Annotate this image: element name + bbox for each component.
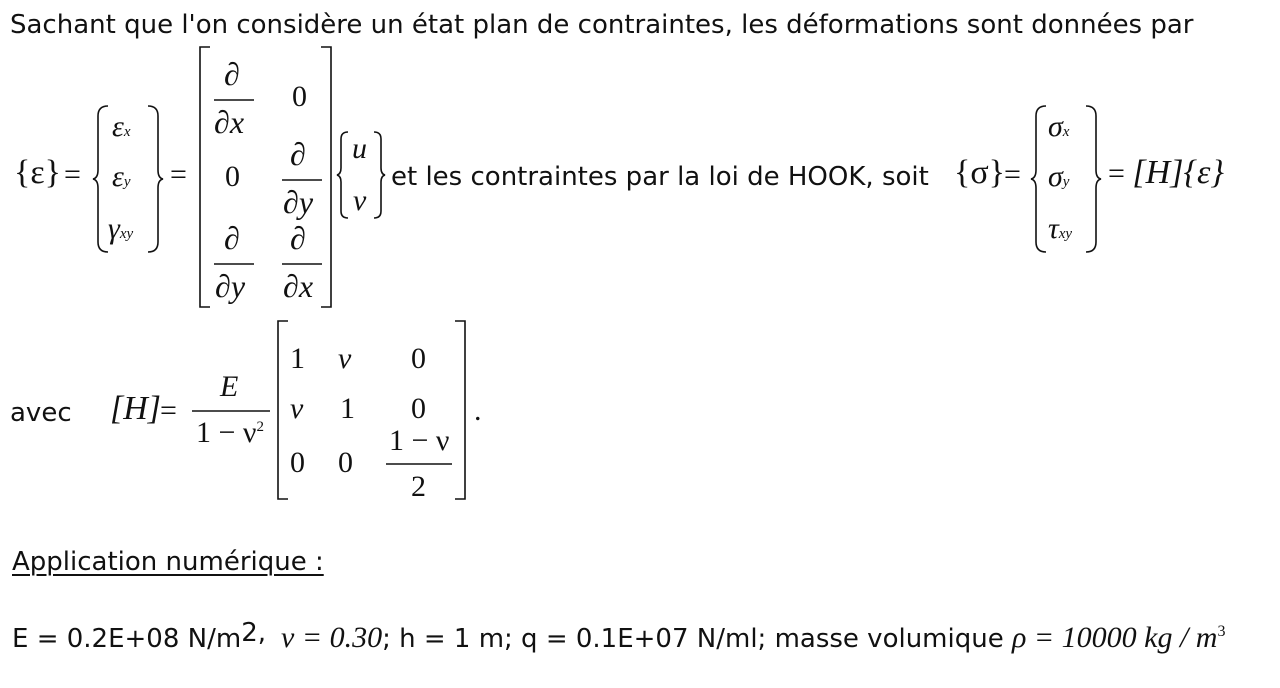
stress-vector-tauxy: τxy: [1048, 212, 1073, 245]
op-r1c1-den: ∂x: [214, 104, 245, 140]
strain-eq-1: =: [64, 158, 81, 191]
hooke-matrix-bracket-left: [276, 320, 290, 500]
app-rest: ; h = 1 m; q = 0.1E+07 N/ml; masse volumique: [382, 624, 1004, 654]
operator-matrix-bracket-right: [320, 46, 334, 308]
hooke-m21: ν: [290, 392, 304, 425]
stress-eq: =: [1004, 158, 1021, 191]
hooke-period: .: [474, 394, 482, 427]
app-nu: ν = 0.30: [281, 621, 383, 654]
disp-brace-right: [372, 130, 386, 220]
hooke-m11: 1: [290, 342, 305, 375]
stress-vector-brace-right: [1084, 104, 1104, 254]
strain-vector-epsx: εx: [112, 110, 131, 143]
hooke-m12: ν: [338, 342, 352, 375]
stress-vector-sigmax: σx: [1048, 110, 1070, 143]
stress-vector-sigmay: σy: [1048, 160, 1070, 193]
strain-lhs: {ε}: [14, 154, 61, 191]
stress-rhs: = [H]{ε}: [1108, 154, 1225, 191]
hooke-lhs: [H]: [110, 390, 162, 427]
avec-label: avec: [10, 398, 72, 428]
op-r2c1: 0: [225, 160, 240, 193]
op-r2c2-fraction-bar: [282, 178, 322, 182]
hooke-m31: 0: [290, 446, 305, 479]
op-r2c2-num: ∂: [290, 136, 306, 172]
hooke-m33-num: 1 − ν: [389, 424, 450, 457]
link-text: et les contraintes par la loi de HOOK, soit: [391, 162, 929, 192]
op-r3c1-num: ∂: [224, 220, 240, 256]
hooke-m33-den: 2: [411, 470, 426, 503]
hooke-m33-bar: [386, 462, 452, 466]
op-r3c2-num: ∂: [290, 220, 306, 256]
stress-vector-brace-left: [1030, 104, 1050, 254]
op-r1c1-fraction-bar: [214, 98, 254, 102]
strain-vector-brace-right: [146, 104, 166, 254]
op-r3c1-fraction-bar: [214, 262, 254, 266]
app-E: E = 0.2E+08 N/m: [12, 624, 242, 654]
hooke-eq: =: [160, 394, 177, 427]
app-heading: Application numérique :: [12, 547, 324, 577]
disp-v: v: [353, 184, 367, 217]
app-rho: ρ = 10000 kg / $m^3$: [1011, 621, 1226, 654]
op-r3c1-den: ∂y: [215, 268, 246, 304]
op-r2c2-den: ∂y: [283, 184, 314, 220]
intro-text: Sachant que l'on considère un état plan de contraintes, les déformations sont données par: [10, 10, 1194, 40]
hooke-m13: 0: [411, 342, 426, 375]
disp-brace-left: [336, 130, 350, 220]
op-r3c2-fraction-bar: [282, 262, 322, 266]
hooke-factor-den: $1 - \nu^2$: [196, 416, 264, 449]
strain-vector-epsy: εy: [112, 160, 131, 193]
op-r1c1-num: ∂: [224, 56, 240, 92]
operator-matrix-bracket-left: [198, 46, 212, 308]
op-r1c2: 0: [292, 80, 307, 113]
hooke-matrix-bracket-right: [454, 320, 468, 500]
hooke-m22: 1: [340, 392, 355, 425]
strain-eq-2: =: [170, 158, 187, 191]
op-r3c2-den: ∂x: [283, 268, 314, 304]
hooke-factor-bar: [192, 409, 270, 413]
app-E-exp: 2,: [241, 618, 267, 648]
stress-lhs: {σ}: [954, 154, 1005, 191]
app-values-line: [12, 618, 1226, 655]
hooke-factor-num: E: [220, 370, 239, 403]
hooke-m23: 0: [411, 392, 426, 425]
disp-u: u: [352, 132, 367, 165]
hooke-m32: 0: [338, 446, 353, 479]
strain-vector-gammaxy: γxy: [108, 212, 134, 245]
